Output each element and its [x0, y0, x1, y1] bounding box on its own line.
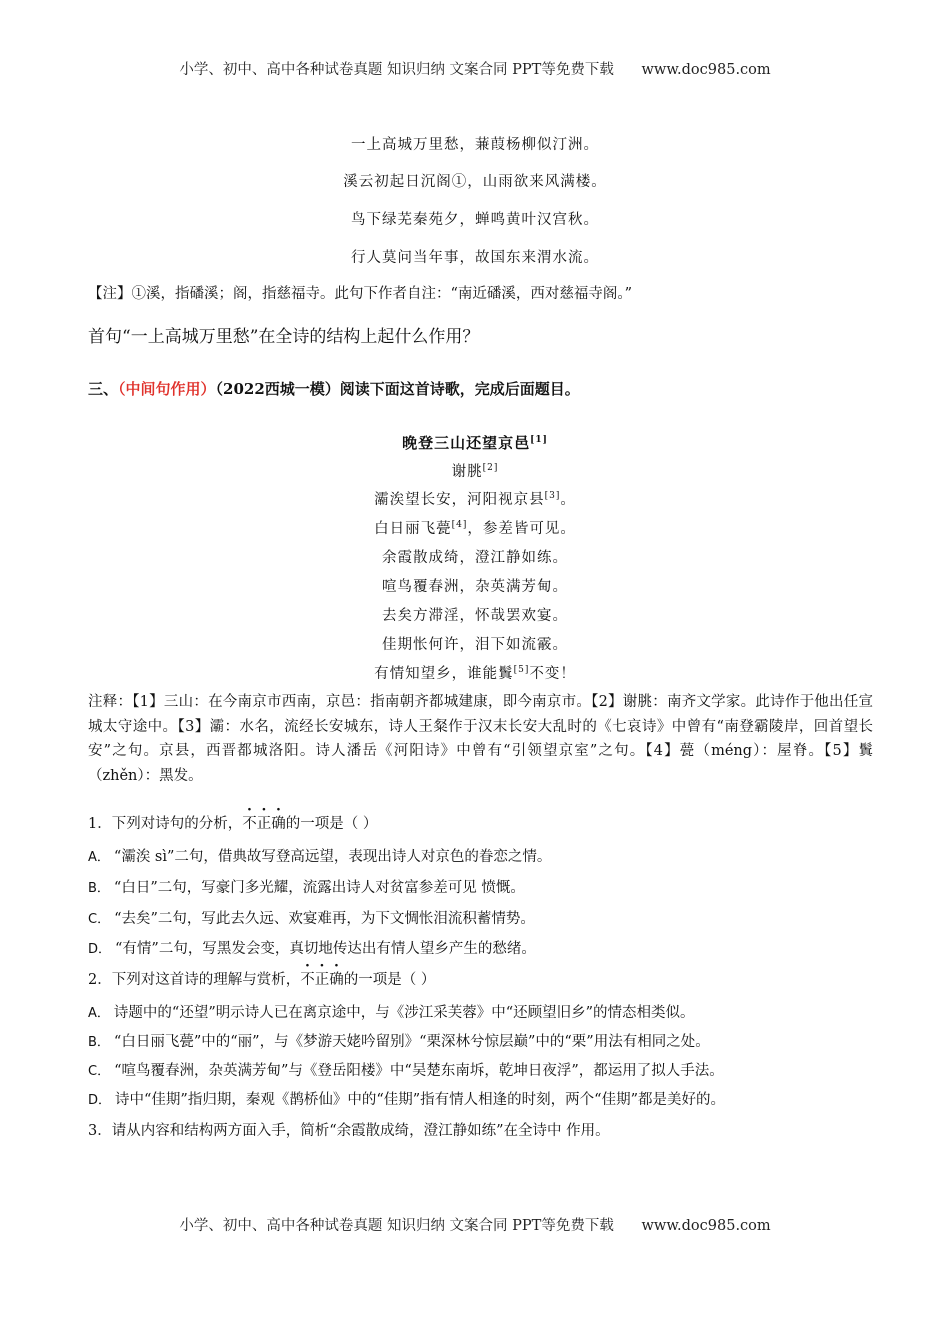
question-2-stem-end: 的一项是（ ）: [343, 972, 436, 988]
poem1-line-1: 一上高城万里愁，蒹葭杨柳似汀洲。: [351, 137, 599, 153]
poem1-question: 首句“一上高城万里愁”在全诗的结构上起什么作用？: [88, 327, 480, 347]
poem2-line-7: [0, 662, 950, 683]
poem2-line-1-text: 灞涘望长安，河阳视京县: [374, 492, 545, 508]
option-text: “喧鸟覆春洲，杂英满芳甸”与《登岳阳楼》中“吴楚东南坼，乾坤日夜浮”，都运用了拟人手法。: [114, 1063, 724, 1079]
emphasis-char: 不: [300, 972, 315, 988]
poem2-line-2-footnote: [4]: [451, 520, 468, 531]
poem2-line-3: 余霞散成绮，澄江静如练。: [382, 550, 568, 566]
emphasis-char: 确: [271, 816, 286, 832]
poem2-line-2: [0, 517, 950, 538]
poem2-author-footnote: [2]: [482, 463, 499, 474]
poem1-line-2: 溪云初起日沉阁①，山雨欲来风满楼。: [343, 174, 607, 190]
question-2-option-d[interactable]: [88, 1088, 878, 1109]
option-label: C．: [88, 912, 111, 927]
question-1-stem-end: 的一项是（ ）: [285, 816, 378, 832]
poem2-line-2-end: ，参差皆可见。: [467, 521, 576, 537]
poem2-line-1-footnote: [3]: [544, 491, 561, 502]
emphasis-char: 确: [329, 972, 344, 988]
question-2-stem: [88, 968, 878, 989]
question-1-option-d[interactable]: [88, 937, 878, 958]
option-label: D．: [88, 1093, 112, 1108]
option-text: “白日丽飞甍”中的“丽”，与《梦游天姥吟留别》“栗深林兮惊层巅”中的“栗”用法有相同之处。: [113, 1034, 710, 1050]
option-text: 诗中“佳期”指归期，秦观《鹊桥仙》中的“佳期”指有情人相逢的时刻，两个“佳期”都是美好的。: [115, 1092, 725, 1108]
question-2-option-b[interactable]: [88, 1030, 878, 1051]
question-1-option-a[interactable]: [88, 845, 878, 866]
option-text: “有情”二句，写黑发会变，真切地传达出有情人望乡产生的愁绪。: [115, 941, 536, 957]
page-footer: 小学、初中、高中各种试卷真题 知识归纳 文案合同 PPT等免费下载 www.doc985.com: [179, 1218, 771, 1234]
section-3-title: （2022西城一模）阅读下面这首诗歌，完成后面题目。: [215, 380, 580, 398]
question-1-stem: [88, 812, 878, 833]
option-label: B．: [88, 1035, 110, 1050]
poem2-title-text: 晚登三山还望京邑: [402, 434, 531, 452]
poem2-line-7-end: 不变！: [529, 666, 576, 682]
option-text: 诗题中的“还望”明示诗人已在离京途中，与《涉江采芙蓉》中“还顾望旧乡”的情态相类似。: [113, 1005, 695, 1021]
question-2-option-a[interactable]: [88, 1001, 878, 1022]
option-label: A．: [88, 1006, 110, 1021]
poem1-line-3: 鸟下绿芜秦苑夕，蝉鸣黄叶汉宫秋。: [351, 212, 599, 228]
poem2-author: [0, 460, 950, 481]
poem2-line-7-text: 有情知望乡，谁能鬒: [374, 666, 514, 682]
option-label: A．: [88, 850, 110, 865]
option-label: C．: [88, 1064, 111, 1079]
poem2-notes: 注释：【1】三山：在今南京市西南，京邑：指南朝齐都城建康，即今南京市。【2】谢朓：南齐文学家。此诗作于他出任宣城太守途中。【3】灞：水名，流经长安城东，诗人王粲作于汉末长安大乱时的《七哀诗》中曾有“南登霸陵岸，回首望长安”之句。京县，西晋都城洛阳。诗人潘岳《河阳诗》中曾有“引领望京室”之句。【4】甍（méng）：屋脊。【5】鬒（zhěn）：黑发。: [88, 694, 873, 784]
option-label: D．: [88, 942, 112, 957]
poem2-line-4: 喧鸟覆春洲，杂英满芳甸。: [382, 579, 568, 595]
emphasis-char: 不: [242, 816, 257, 832]
option-text: “白日”二句，写豪门多光耀，流露出诗人对贫富参差可见 愤慨。: [113, 880, 525, 896]
poem2-title-footnote: [1]: [530, 435, 548, 445]
poem2-line-2-text: 白日丽飞甍: [374, 521, 452, 537]
poem2-line-5: 去矣方滞淫，怀哉罢欢宴。: [382, 608, 568, 624]
poem2-line-7-footnote: [5]: [513, 665, 530, 676]
option-text: “灞涘 sì”二句，借典故写登高远望，表现出诗人对京色的眷恋之情。: [113, 849, 552, 865]
poem2-line-6: 佳期怅何许，泪下如流霰。: [382, 637, 568, 653]
question-2-option-c[interactable]: [88, 1059, 878, 1080]
section-3-heading: [88, 378, 580, 399]
option-label: B．: [88, 881, 110, 896]
poem1-line-4: 行人莫问当年事，故国东来渭水流。: [351, 250, 599, 266]
poem2-line-1: [0, 488, 950, 509]
poem1-note: 【注】①溪，指磻溪；阁，指慈福寺。此句下作者自注：“南近磻溪，西对慈福寺阁。”: [88, 286, 633, 302]
emphasis-char: 正: [314, 972, 330, 988]
question-1-option-b[interactable]: [88, 876, 878, 897]
poem2-title: [0, 432, 950, 453]
page-header: 小学、初中、高中各种试卷真题 知识归纳 文案合同 PPT等免费下载 www.doc985.com: [179, 62, 771, 78]
poem2-line-1-end: 。: [560, 492, 576, 508]
section-3-number: 三、: [88, 380, 119, 398]
emphasis-char: 正: [256, 816, 272, 832]
question-3: 3．请从内容和结构两方面入手，简析“余霞散成绮，澄江静如练”在全诗中 作用。: [88, 1123, 610, 1139]
question-1-option-c[interactable]: [88, 907, 878, 928]
question-2-stem-text: 2．下列对这首诗的理解与赏析，: [88, 972, 301, 988]
poem2-author-name: 谢朓: [451, 464, 483, 480]
question-1-stem-text: 1．下列对诗句的分析，: [88, 816, 243, 832]
option-text: “去矣”二句，写此去久远、欢宴难再，为下文惆怅泪流积蓄情势。: [114, 911, 535, 927]
section-3-tag: （中间句作用）: [118, 380, 216, 398]
